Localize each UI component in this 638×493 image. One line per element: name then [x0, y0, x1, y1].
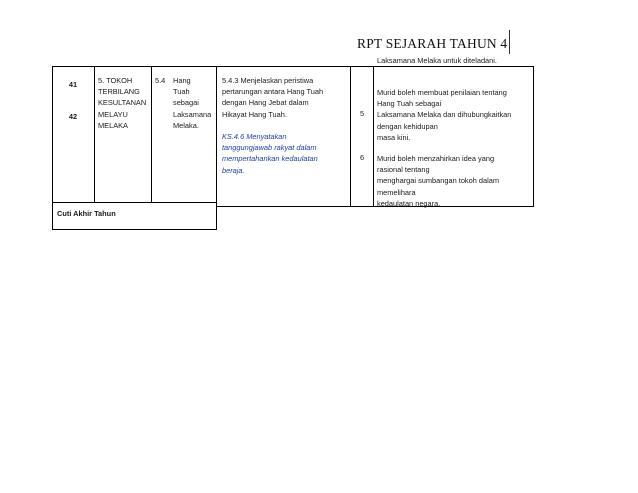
col-divider-2	[151, 66, 152, 202]
week-number-41: 41	[68, 80, 78, 89]
col-divider-5	[373, 66, 374, 206]
performance-level-5: 5	[359, 109, 365, 118]
table-border-left	[52, 66, 53, 230]
week-number-42: 42	[68, 112, 78, 121]
criteria-level-5: Murid boleh membuat penilaian tentang Hang Tuah sebagai Laksamana Melaka dan dihubungkaitkan dengan kehidupan masa kini.	[377, 88, 512, 142]
col-divider-4	[350, 66, 351, 206]
header-divider	[509, 30, 510, 54]
ks-objective: KS.4.6 Menyatakan tanggungjawab rakyat dalam mempertahankan kedaulatan beraja.	[222, 132, 318, 175]
holiday-label: Cuti Akhir Tahun	[57, 209, 116, 218]
topic-cell: 5. TOKOH TERBILANG KESULTANAN MELAYU MELAKA	[98, 76, 147, 130]
col-divider-1	[94, 66, 95, 202]
performance-level-6: 6	[359, 153, 365, 162]
document-title: RPT SEJARAH TAHUN 4	[357, 36, 508, 51]
standard-text: Hang Tuah sebagai Laksamana Melaka.	[173, 76, 212, 130]
col-divider-3	[216, 66, 217, 230]
criteria-continued: Laksamana Melaka untuk diteladani.	[377, 56, 497, 65]
col-divider-6	[533, 66, 534, 206]
standard-number: 5.4	[155, 76, 166, 85]
table-border-mid	[52, 202, 216, 203]
criteria-level-6: Murid boleh menzahirkan idea yang rasional tentang menghargai sumbangan tokoh dalam memelihara kedaulatan negara.	[377, 154, 500, 208]
learning-objective: 5.4.3 Menjelaskan peristiwa pertarungan antara Hang Tuah dengan Hang Jebat dalam Hikayat Hang Tuah.	[222, 76, 324, 119]
table-border-bottom	[52, 229, 216, 230]
